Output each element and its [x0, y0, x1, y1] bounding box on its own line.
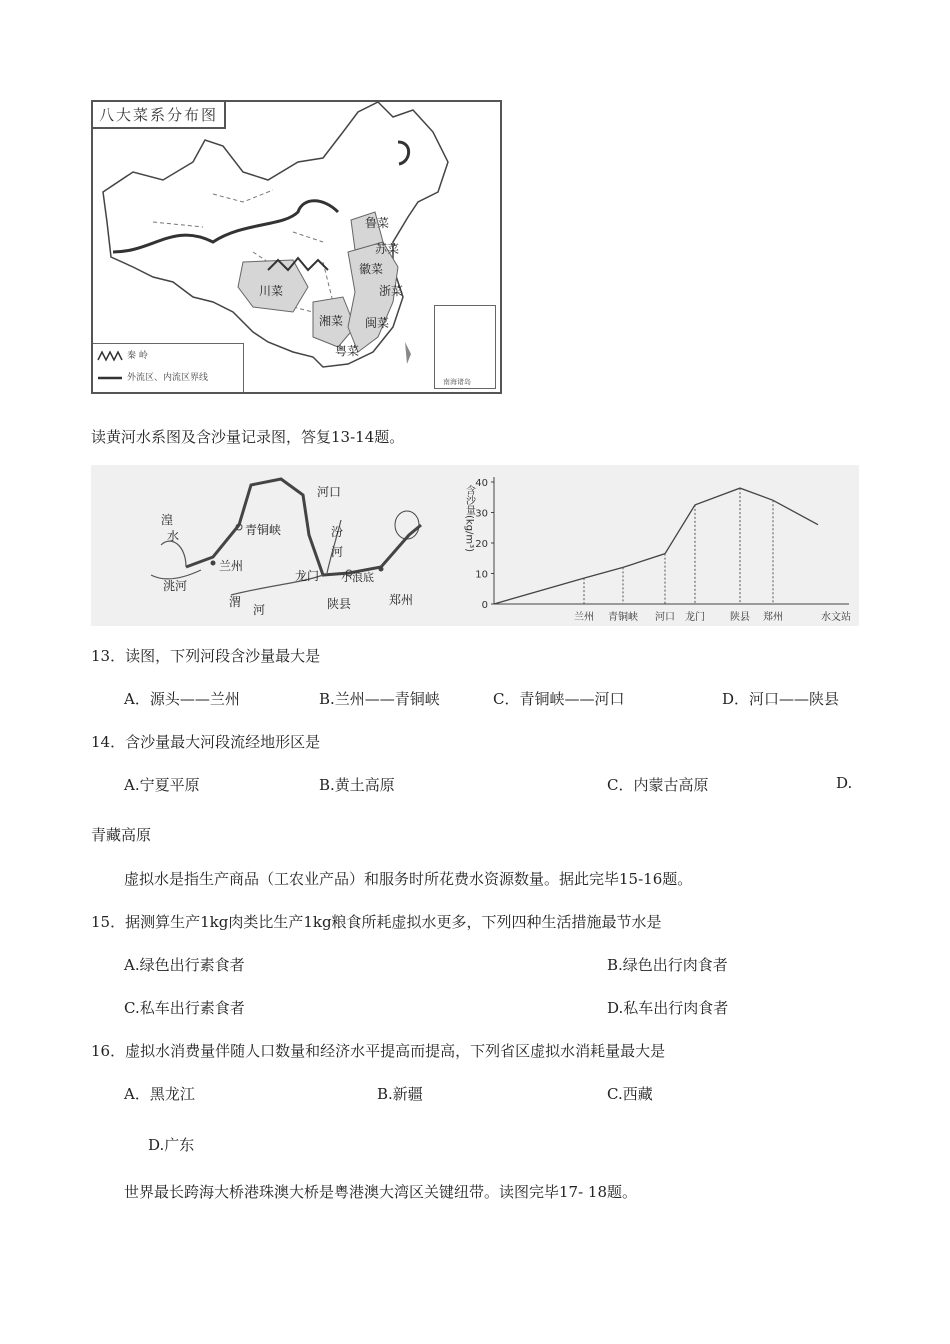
intro-13-14: 读黄河水系图及含沙量记录图，答复13-14题。: [91, 428, 405, 446]
river-label: 汾: [331, 525, 344, 539]
cuisine-label: 鲁菜: [365, 216, 390, 230]
sediment-chart: [459, 465, 859, 626]
y-tick-label: 10: [475, 569, 488, 581]
station-label: 陕县: [730, 612, 750, 623]
y-tick-label: 30: [475, 508, 488, 520]
q13-option-c[interactable]: C．青铜峡——河口: [493, 690, 625, 708]
intro-15-16: 虚拟水是指生产商品（工农业产品）和服务时所花费水资源数量。据此完毕15-16题。: [124, 870, 693, 888]
q14-stem: 14．含沙量最大河段流经地形区是: [91, 733, 321, 751]
q14-option-c[interactable]: C．内蒙古高原: [607, 776, 709, 794]
q14-option-d[interactable]: D.: [836, 774, 853, 792]
station-label: 兰州: [574, 612, 594, 623]
river-label: 河: [331, 545, 344, 559]
q14-option-b[interactable]: B.黄土高原: [319, 776, 395, 794]
zhengzhou-marker: [379, 567, 384, 572]
map-title: 八大菜系分布图: [93, 102, 226, 129]
cuisine-distribution-map: [91, 100, 502, 394]
river-label: 郑州: [389, 593, 414, 607]
river-label: 兰州: [219, 559, 244, 573]
station-label: 河口: [655, 612, 675, 623]
q15-option-d[interactable]: D.私车出行肉食者: [607, 999, 729, 1017]
map-legend: [93, 343, 244, 392]
river-label: 湟: [161, 513, 174, 527]
river-label: 河口: [317, 485, 342, 499]
q15-stem: 15．据测算生产1kg肉类比生产1kg粮食所耗虚拟水更多，下列四种生活措施最节水是: [91, 913, 662, 931]
river-label: 洮河: [163, 579, 188, 593]
q13-stem: 13．读图，下列河段含沙量最大是: [91, 647, 321, 665]
y-tick-label: 40: [475, 478, 488, 489]
river-label: 青铜峡: [245, 523, 282, 537]
q16-option-d[interactable]: D.广东: [148, 1136, 195, 1154]
river-label: 水: [167, 529, 180, 543]
q16-stem: 16．虚拟水消费量伴随人口数量和经济水平提高而提高，下列省区虚拟水消耗量最大是: [91, 1042, 666, 1060]
station-label: 龙门: [685, 612, 705, 623]
q13-option-d[interactable]: D．河口——陕县: [722, 690, 840, 708]
intro-17-18: 世界最长跨海大桥港珠澳大桥是粤港澳大湾区关键纽带。读图完毕17- 18题。: [124, 1183, 638, 1201]
q16-option-b[interactable]: B.新疆: [377, 1085, 423, 1103]
river-label: 小浪底: [341, 571, 374, 584]
x-axis-label: 水文站: [821, 612, 851, 623]
q16-option-a[interactable]: A．黑龙江: [124, 1085, 195, 1103]
cuisine-label: 粤菜: [335, 344, 360, 358]
legend-boundary: 外流区、内流区界线: [127, 373, 209, 383]
q15-option-b[interactable]: B.绿色出行肉食者: [607, 956, 728, 974]
q13-option-b[interactable]: B.兰州——青铜峡: [319, 690, 440, 708]
station-label: 青铜峡: [608, 612, 638, 623]
river-label: 河: [253, 603, 266, 617]
q13-option-a[interactable]: A．源头——兰州: [124, 690, 240, 708]
yellow-river-figure: [91, 465, 859, 626]
q15-option-a[interactable]: A.绿色出行素食者: [124, 956, 245, 974]
y-tick-label: 20: [475, 539, 488, 550]
south-china-sea-inset: [434, 305, 496, 389]
legend-symbols: [95, 344, 125, 392]
lanzhou-marker: [211, 561, 216, 566]
q16-option-c[interactable]: C.西藏: [607, 1085, 653, 1103]
q14-option-a[interactable]: A.宁夏平原: [124, 776, 200, 794]
river-label: 渭: [229, 595, 242, 609]
inset-label: 南海诸岛: [443, 378, 471, 386]
sediment-line: [494, 488, 818, 604]
cuisine-label: 闽菜: [365, 316, 390, 330]
y-axis-label: 含沙量(kg/m³): [463, 485, 475, 553]
river-label: 龙门: [295, 569, 320, 583]
q14-option-d-text[interactable]: 青藏高原: [91, 826, 152, 844]
cuisine-label: 浙菜: [379, 284, 404, 298]
cuisine-label: 湘菜: [319, 314, 344, 328]
y-tick-label: 0: [481, 600, 488, 611]
cuisine-label: 徽菜: [359, 262, 384, 276]
cuisine-label: 苏菜: [375, 242, 400, 256]
q15-option-c[interactable]: C.私车出行素食者: [124, 999, 245, 1017]
cuisine-label: 川菜: [259, 284, 284, 298]
river-label: 陕县: [327, 597, 352, 611]
legend-qinling: 秦 岭: [127, 351, 148, 361]
station-label: 郑州: [763, 612, 783, 623]
